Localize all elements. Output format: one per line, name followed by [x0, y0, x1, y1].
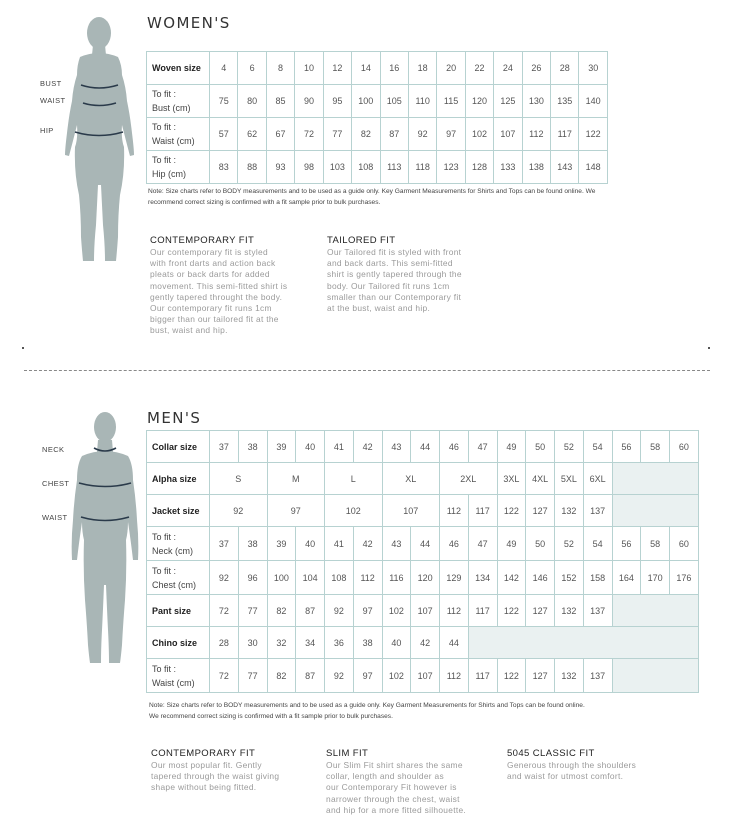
neck-cell: 52	[555, 527, 584, 561]
collar-cell: 39	[267, 431, 296, 463]
women-hip-cell: 123	[437, 151, 465, 184]
jacket-cell: 102	[325, 495, 383, 527]
jacket-cell: 122	[497, 495, 526, 527]
chest-cell: 152	[555, 561, 584, 595]
women-waist-cell: 82	[352, 118, 380, 151]
pant-cell: 137	[583, 595, 612, 627]
women-hip-cell: 88	[238, 151, 266, 184]
pant-cell: 92	[325, 595, 354, 627]
empty-cell	[468, 627, 698, 659]
women-size-cell: 26	[522, 52, 550, 85]
chino-cell: 28	[210, 627, 239, 659]
chest-cell: 104	[296, 561, 325, 595]
fit-title: TAILORED FIT	[327, 235, 396, 246]
women-waist-cell: 67	[266, 118, 294, 151]
chino-cell: 38	[353, 627, 382, 659]
neck-cell: 60	[670, 527, 699, 561]
men-fit-classic	[507, 748, 677, 782]
chino-cell: 34	[296, 627, 325, 659]
collar-cell: 56	[612, 431, 641, 463]
women-hip-cell: 138	[522, 151, 550, 184]
women-bust-cell: 105	[380, 85, 408, 118]
waist-cell: 132	[555, 659, 584, 693]
collar-cell: 41	[325, 431, 354, 463]
waist-cell: 77	[238, 659, 267, 693]
fit-title: CONTEMPORARY FIT	[150, 235, 255, 246]
pant-size-header: Pant size	[147, 595, 210, 627]
collar-cell: 58	[641, 431, 670, 463]
neck-cell: 41	[325, 527, 354, 561]
waist-cell: 102	[382, 659, 411, 693]
collar-cell: 42	[353, 431, 382, 463]
alpha-cell: S	[210, 463, 268, 495]
pant-cell: 127	[526, 595, 555, 627]
men-size-table	[146, 430, 699, 693]
pant-cell: 132	[555, 595, 584, 627]
waist-cell: 87	[296, 659, 325, 693]
women-hip-cell: 93	[266, 151, 294, 184]
empty-cell	[612, 463, 698, 495]
waist-cell: 112	[440, 659, 469, 693]
chino-cell: 32	[267, 627, 296, 659]
section-divider	[24, 370, 710, 371]
men-waist-row	[147, 659, 699, 693]
chest-cell: 134	[468, 561, 497, 595]
women-hip-cell: 128	[465, 151, 493, 184]
collar-cell: 52	[555, 431, 584, 463]
chest-cell: 120	[411, 561, 440, 595]
jacket-cell: 117	[468, 495, 497, 527]
neck-cell: 42	[353, 527, 382, 561]
chest-cell: 96	[238, 561, 267, 595]
chest-cell: 92	[210, 561, 239, 595]
women-bust-cell: 85	[266, 85, 294, 118]
men-chest-label: CHEST	[42, 479, 70, 488]
women-waist-cell: 117	[551, 118, 579, 151]
neck-cell: 39	[267, 527, 296, 561]
neck-cell: 44	[411, 527, 440, 561]
women-hip-cell: 118	[408, 151, 436, 184]
women-waist-cell: 92	[408, 118, 436, 151]
women-bust-cell: 110	[408, 85, 436, 118]
chest-cell: 129	[440, 561, 469, 595]
men-neck-label: NECK	[42, 445, 65, 454]
fit-title: SLIM FIT	[326, 748, 369, 759]
women-size-cell: 10	[295, 52, 323, 85]
men-body-silhouette-icon	[70, 410, 140, 665]
women-bust-label: BUST	[40, 79, 62, 88]
chest-cell: 158	[583, 561, 612, 595]
chino-cell: 44	[440, 627, 469, 659]
women-bust-cell: 75	[210, 85, 238, 118]
women-bust-cell: 115	[437, 85, 465, 118]
women-hip-cell: 83	[210, 151, 238, 184]
women-heading: WOMEN'S	[147, 14, 231, 32]
women-size-cell: 16	[380, 52, 408, 85]
collar-cell: 50	[526, 431, 555, 463]
pant-cell: 117	[468, 595, 497, 627]
women-size-cell: 8	[266, 52, 294, 85]
women-waist-cell: 77	[323, 118, 351, 151]
waist-cell: 127	[526, 659, 555, 693]
woven-size-header: Woven size	[147, 52, 210, 85]
fit-description: Our contemporary fit is styled with front darts and action back pleats or back darts for added movement. This semi-fitted shirt is gently tapered throught the body. Our contemporary fit runs 1cm bigger than our tailored fit at the bust, waist and hip.	[150, 247, 288, 336]
women-size-cell: 20	[437, 52, 465, 85]
empty-cell	[612, 595, 698, 627]
men-chest-row	[147, 561, 699, 595]
jacket-cell: 132	[555, 495, 584, 527]
women-hip-cell: 98	[295, 151, 323, 184]
women-bust-cell: 130	[522, 85, 550, 118]
chest-cell: 170	[641, 561, 670, 595]
neck-cell: 56	[612, 527, 641, 561]
pant-cell: 77	[238, 595, 267, 627]
pant-cell: 82	[267, 595, 296, 627]
waist-cell: 82	[267, 659, 296, 693]
chest-row-label: To fit : Chest (cm)	[147, 561, 210, 595]
collar-size-header: Collar size	[147, 431, 210, 463]
fit-description: Our most popular fit. Gently tapered through the waist giving shape without being fitted.	[151, 760, 280, 793]
neck-cell: 37	[210, 527, 239, 561]
women-hip-cell: 108	[352, 151, 380, 184]
women-waist-cell: 122	[579, 118, 607, 151]
women-hip-row	[147, 151, 608, 184]
pant-cell: 112	[440, 595, 469, 627]
neck-cell: 50	[526, 527, 555, 561]
waist-cell: 137	[583, 659, 612, 693]
alpha-cell: 6XL	[583, 463, 612, 495]
women-hip-cell: 143	[551, 151, 579, 184]
women-figure	[62, 15, 140, 265]
neck-cell: 47	[468, 527, 497, 561]
women-bust-cell: 135	[551, 85, 579, 118]
fit-description: Our Tailored fit is styled with front and back darts. This semi-fitted shirt is gently tapered through the body. Our Tailored fit runs 1cm smaller than our Contemporary fit at the bust, waist and hip.	[327, 247, 462, 314]
women-hip-cell: 133	[494, 151, 522, 184]
collar-cell: 40	[296, 431, 325, 463]
alpha-cell: XL	[382, 463, 440, 495]
neck-cell: 54	[583, 527, 612, 561]
alpha-cell: 4XL	[526, 463, 555, 495]
pant-cell: 102	[382, 595, 411, 627]
women-size-table	[146, 51, 608, 184]
collar-cell: 37	[210, 431, 239, 463]
pant-cell: 122	[497, 595, 526, 627]
women-size-cell: 28	[551, 52, 579, 85]
chest-cell: 164	[612, 561, 641, 595]
empty-cell	[612, 659, 698, 693]
chino-cell: 30	[238, 627, 267, 659]
neck-row-label: To fit : Neck (cm)	[147, 527, 210, 561]
women-note: Note: Size charts refer to BODY measurements and to be used as a guide only. Key Garment Measurements for Shirts and Tops can be found online. We recommend correct sizing is confirmed with a fit sample prior to bulk purchases.	[148, 188, 596, 206]
chino-cell: 36	[325, 627, 354, 659]
alpha-cell: M	[267, 463, 325, 495]
women-waist-cell: 57	[210, 118, 238, 151]
alpha-cell: L	[325, 463, 383, 495]
fit-title: 5045 CLASSIC FIT	[507, 748, 595, 759]
chino-cell: 40	[382, 627, 411, 659]
men-note: Note: Size charts refer to BODY measurements and to be used as a guide only. Key Garment Measurements for Shirts and Tops can be found online. We recommend correct sizing is confirmed with a fit sample prior to bulk purchases.	[149, 702, 585, 720]
chest-cell: 112	[353, 561, 382, 595]
women-bust-cell: 90	[295, 85, 323, 118]
women-bust-cell: 95	[323, 85, 351, 118]
collar-cell: 46	[440, 431, 469, 463]
men-alpha-row	[147, 463, 699, 495]
waist-cell: 117	[468, 659, 497, 693]
waist-cell: 72	[210, 659, 239, 693]
women-hip-row-label: To fit : Hip (cm)	[147, 151, 210, 184]
women-hip-cell: 113	[380, 151, 408, 184]
jacket-cell: 127	[526, 495, 555, 527]
women-size-cell: 6	[238, 52, 266, 85]
men-fit-slim	[326, 748, 504, 816]
women-bust-row-label: To fit : Bust (cm)	[147, 85, 210, 118]
neck-cell: 38	[238, 527, 267, 561]
women-size-cell: 12	[323, 52, 351, 85]
men-collar-row	[147, 431, 699, 463]
women-woven-size-row	[147, 52, 608, 85]
women-bust-cell: 125	[494, 85, 522, 118]
divider-dot	[708, 347, 710, 349]
alpha-cell: 3XL	[497, 463, 526, 495]
men-jacket-row	[147, 495, 699, 527]
collar-cell: 60	[670, 431, 699, 463]
women-size-cell: 22	[465, 52, 493, 85]
fit-description: Generous through the shoulders and waist for utmost comfort.	[507, 760, 637, 782]
chest-cell: 142	[497, 561, 526, 595]
women-size-cell: 18	[408, 52, 436, 85]
women-waist-cell: 107	[494, 118, 522, 151]
men-neck-row	[147, 527, 699, 561]
pant-cell: 107	[411, 595, 440, 627]
chest-cell: 108	[325, 561, 354, 595]
men-chino-row	[147, 627, 699, 659]
divider-dot	[22, 347, 24, 349]
chino-cell: 42	[411, 627, 440, 659]
jacket-cell: 92	[210, 495, 268, 527]
women-waist-cell: 62	[238, 118, 266, 151]
waist-row-label: To fit : Waist (cm)	[147, 659, 210, 693]
women-waist-cell: 112	[522, 118, 550, 151]
women-size-cell: 4	[210, 52, 238, 85]
women-size-cell: 14	[352, 52, 380, 85]
neck-cell: 43	[382, 527, 411, 561]
women-size-cell: 30	[579, 52, 607, 85]
chino-size-header: Chino size	[147, 627, 210, 659]
women-waist-row	[147, 118, 608, 151]
women-waist-cell: 102	[465, 118, 493, 151]
jacket-cell: 137	[583, 495, 612, 527]
pant-cell: 87	[296, 595, 325, 627]
women-hip-cell: 148	[579, 151, 607, 184]
collar-cell: 49	[497, 431, 526, 463]
alpha-cell: 5XL	[555, 463, 584, 495]
chest-cell: 176	[670, 561, 699, 595]
alpha-size-header: Alpha size	[147, 463, 210, 495]
jacket-cell: 107	[382, 495, 440, 527]
women-hip-cell: 103	[323, 151, 351, 184]
pant-cell: 72	[210, 595, 239, 627]
collar-cell: 44	[411, 431, 440, 463]
collar-cell: 47	[468, 431, 497, 463]
neck-cell: 58	[641, 527, 670, 561]
collar-cell: 43	[382, 431, 411, 463]
men-heading: MEN'S	[147, 409, 202, 427]
chest-cell: 116	[382, 561, 411, 595]
fit-description: Our Slim Fit shirt shares the same collar, length and shoulder as our Contemporary Fit however is narrower through the chest, waist and hip for a more fitted silhouette.	[326, 760, 467, 815]
women-waist-row-label: To fit : Waist (cm)	[147, 118, 210, 151]
neck-cell: 46	[440, 527, 469, 561]
men-figure	[70, 410, 140, 665]
women-waist-cell: 72	[295, 118, 323, 151]
women-waist-cell: 87	[380, 118, 408, 151]
waist-cell: 92	[325, 659, 354, 693]
pant-cell: 97	[353, 595, 382, 627]
jacket-cell: 112	[440, 495, 469, 527]
women-fit-contemporary	[150, 235, 325, 337]
waist-cell: 97	[353, 659, 382, 693]
women-bust-cell: 80	[238, 85, 266, 118]
women-bust-cell: 100	[352, 85, 380, 118]
jacket-size-header: Jacket size	[147, 495, 210, 527]
women-body-silhouette-icon	[62, 15, 140, 265]
alpha-cell: 2XL	[440, 463, 498, 495]
jacket-cell: 97	[267, 495, 325, 527]
women-bust-row	[147, 85, 608, 118]
women-bust-cell: 120	[465, 85, 493, 118]
chest-cell: 100	[267, 561, 296, 595]
men-waist-label: WAIST	[42, 513, 68, 522]
neck-cell: 40	[296, 527, 325, 561]
fit-title: CONTEMPORARY FIT	[151, 748, 256, 759]
waist-cell: 122	[497, 659, 526, 693]
men-pant-row	[147, 595, 699, 627]
women-waist-label: WAIST	[40, 96, 66, 105]
women-waist-cell: 97	[437, 118, 465, 151]
women-fit-tailored	[327, 235, 507, 314]
chest-cell: 146	[526, 561, 555, 595]
collar-cell: 38	[238, 431, 267, 463]
neck-cell: 49	[497, 527, 526, 561]
collar-cell: 54	[583, 431, 612, 463]
empty-cell	[612, 495, 698, 527]
women-hip-label: HIP	[40, 126, 54, 135]
women-size-cell: 24	[494, 52, 522, 85]
men-fit-contemporary	[151, 748, 321, 794]
women-bust-cell: 140	[579, 85, 607, 118]
waist-cell: 107	[411, 659, 440, 693]
